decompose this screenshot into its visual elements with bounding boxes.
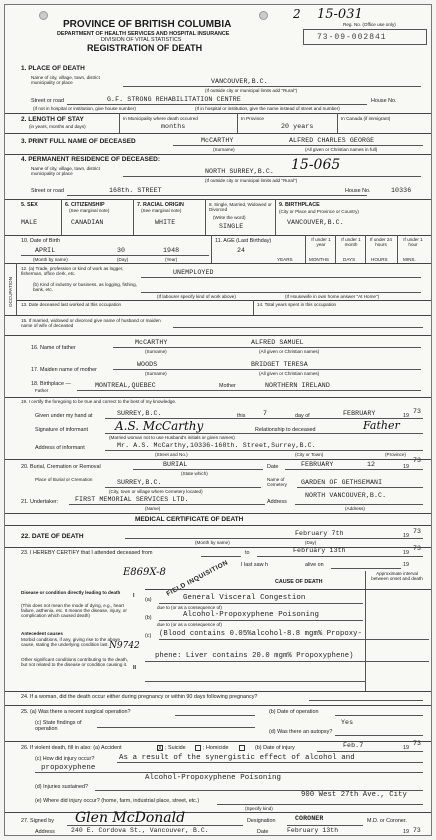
s11-mins: MINS. — [403, 257, 416, 262]
s1-note: (If outside city or municipal limits add "Rural") — [205, 88, 298, 93]
cod-a-value: General Visceral Congestion — [183, 594, 306, 602]
s2-muni-value: months — [161, 123, 186, 130]
s21-addr-note: (Address) — [345, 506, 365, 511]
s27-addr-label: Address — [35, 829, 55, 835]
s20-year: 73 — [413, 457, 422, 464]
s13-label: 13. Date deceased last worked at this occupation — [21, 302, 122, 307]
s11-years: YEARS — [277, 257, 293, 262]
s25-d-value: Yes — [341, 719, 354, 726]
s2-prov-value: 20 years — [281, 123, 314, 130]
s26-e-note: (Specify kind) — [245, 806, 273, 811]
s17-label: 17. Maiden name of mother — [31, 367, 97, 373]
s19-signature: A.S. McCarthy — [115, 419, 204, 433]
s26-homicide-checkbox[interactable] — [239, 745, 245, 751]
s27-year-prefix: 19 — [403, 829, 409, 835]
s19-addr-value: Mr. A.S. McCarthy,10336-168th. Street,Surrey,B.C. — [117, 442, 316, 449]
s19-informant-note: (Married woman not to use Husband's initials or given names) — [109, 435, 235, 440]
sex-label: 5. SEX — [21, 202, 38, 208]
registration-stamp-number: 73-09-002841 — [317, 33, 387, 42]
s10-day-note: (Day) — [117, 257, 129, 262]
s4-house-label: House No. — [345, 188, 371, 194]
cod-b-value: Alcohol-Propoxyphene Poisoning — [183, 611, 320, 619]
s23-alive-year-prefix: 19 — [403, 562, 409, 568]
s26-homicide: ; Homicide — [203, 745, 229, 751]
cod-b-prefix: (b) — [145, 615, 152, 621]
cod-antecedent-label: Antecedent causes — [21, 631, 63, 636]
s11-if2: If under 1 month — [341, 237, 361, 248]
punch-hole-right — [259, 11, 268, 20]
department-title: DEPARTMENT OF HEALTH SERVICES AND HOSPITAL INSURANCE — [57, 31, 230, 37]
cod-a-prefix: (a) — [145, 597, 152, 603]
s19-sig-label: Signature of informant — [35, 427, 89, 433]
s11-label: 11. AGE (Last Birthday) — [215, 238, 272, 244]
s10-year-note: (Year) — [165, 257, 178, 262]
s11-age: 24 — [237, 247, 246, 254]
s27-addr-value: 240 E. Cordova St., Vancouver, B.C. — [71, 827, 209, 834]
s19-year: 73 — [413, 408, 422, 415]
mar-note: (Write the word) — [213, 215, 246, 220]
s22-year: 73 — [413, 528, 422, 535]
s27-date-label: Date — [257, 829, 269, 835]
s23-label: 23. I HEREBY CERTIFY that I attended deceased from — [21, 550, 153, 556]
s4-sub: Name of city, village, town, district municipality or place — [31, 166, 100, 177]
s16-surname: McCARTHY — [135, 339, 168, 346]
s20-cem-value: GARDEN OF GETHSEMANI — [301, 479, 383, 486]
reg-no-handwritten: 15-031 — [317, 7, 363, 22]
s1-street-value: G.F. STRONG REHABILITATION CENTRE — [107, 96, 241, 103]
s12-a-label: 12. (a) Trade, profession or kind of work as logger, fisherman, office clerk, etc. — [21, 266, 124, 277]
s21-value: FIRST MEMORIAL SERVICES LTD. — [75, 496, 189, 503]
s11-if3: If under 24 hours — [370, 237, 392, 248]
s19-rel-label: Relationship to deceased — [255, 427, 316, 433]
sex-value: MALE — [21, 219, 38, 226]
s2-sub: (in years, months and days) — [29, 124, 86, 129]
s11-if4: If under 1 hour — [403, 237, 423, 248]
s1-street-note: (If not in hospital or institution, give house number) — [33, 106, 136, 111]
s19-addr-prov-note: (Province) — [385, 452, 406, 457]
s12-house-note: (If Housewife in own home answer "At Home") — [285, 294, 380, 299]
s23-last-saw: I last saw h — [241, 562, 268, 568]
s20-label: 20. Burial, Cremation or Removal — [21, 464, 101, 470]
s25-c-label: (c) State findings of operation — [35, 720, 82, 733]
s19-this: this — [237, 413, 246, 419]
s26-c-value: As a result of the synergistic effect of alcohol and — [119, 754, 355, 762]
s11-if1: If under 1 year — [311, 237, 331, 248]
s19-given-at-label: Given under my hand at — [35, 413, 93, 419]
s19-label: 19. I certify the foregoing to be true and correct to the best of my knowledge. — [21, 399, 177, 404]
s27-desig-label: Designation — [247, 818, 276, 824]
s20-date-value: FEBRUARY — [301, 461, 334, 468]
s20-date-label: Date — [267, 464, 279, 470]
cod-inquisition-stamp: FIELD INQUISITION — [165, 559, 230, 598]
s17-given: BRIDGET TERESA — [251, 361, 308, 368]
s4-street-label: Street or road — [31, 188, 64, 194]
cod-due-to-1: due to (or as a consequence of) — [157, 605, 222, 610]
s20-cem-label: Name of Cemetery — [267, 477, 287, 488]
race-value: WHITE — [155, 219, 176, 226]
s16-given-note: (All given or Christian names) — [259, 349, 320, 354]
s23-to-label: to — [245, 550, 250, 556]
s3-given: ALFRED CHARLES GEORGE — [289, 137, 375, 144]
s26-year-prefix: 19 — [403, 745, 409, 751]
cod-roman-1: I — [133, 593, 135, 599]
s21-name-note: (Name) — [145, 506, 161, 511]
s26-accident-checkbox[interactable]: X — [158, 746, 163, 752]
med-title: MEDICAL CERTIFICATE OF DEATH — [135, 516, 244, 523]
s27-year: 73 — [413, 827, 421, 834]
s11-hours: HOURS — [371, 257, 388, 262]
s25-d-label: (d) Was there an autopsy? — [269, 729, 333, 735]
s18-label: 18. Birthplace — — [31, 381, 71, 387]
s26-year: 73 — [413, 740, 422, 747]
s18-mother-label: Mother — [219, 383, 236, 389]
s14-label: 14. Total years spent in this occupation — [257, 302, 337, 307]
s20-date-day: 12 — [367, 461, 376, 468]
s18-father: MONTREAL,QUEBEC — [95, 382, 156, 389]
s2-prov-label: In Province — [241, 116, 264, 121]
s4-note: (If outside city or municipal limits add "Rural") — [205, 178, 298, 183]
s27-label: 27. Signed by — [21, 818, 54, 824]
cod-roman-2: II — [133, 665, 136, 671]
race-note: (See marginal note) — [141, 208, 182, 213]
handwritten-number: 2 — [293, 7, 301, 21]
cod-hand-code-2: N9742 — [109, 641, 140, 651]
s22-label: 22. DATE OF DEATH — [21, 533, 84, 540]
s16-given: ALFRED SAMUEL — [251, 339, 304, 346]
s1-label: 1. PLACE OF DEATH — [21, 65, 85, 72]
s19-addr-city-note: (City or Town) — [295, 452, 324, 457]
cod-c-value: (Blood contains 0.05%alcohol-8.8 mgm% Propoxy- — [159, 630, 363, 638]
s4-city-value: NORTH SURREY,B.C. — [205, 168, 274, 175]
cod-antecedent-note: Morbid conditions, if any, giving rise to the above cause, stating the underlying condition last. — [21, 637, 120, 648]
s22-month-note: (Month by name) — [195, 540, 230, 545]
cod-disease-note: (This does not mean the mode of dying, e.g., heart failure, asthenia, etc. It means the disease, injury, or complication which caused death) — [21, 603, 127, 619]
s19-month: FEBRUARY — [343, 410, 376, 417]
mar-value: SINGLE — [219, 223, 244, 230]
s19-addr-street-note: (Street and No.) — [155, 452, 188, 457]
s26-suicide-checkbox[interactable] — [195, 745, 201, 751]
s26-label: 26. If violent death, fill in also: (a) Accident — [21, 745, 122, 751]
s4-house-value: 10336 — [391, 187, 412, 194]
s10-year: 1948 — [163, 247, 180, 254]
cit-note: (See marginal note) — [69, 208, 110, 213]
s27-md-label: M.D. or Coroner. — [367, 818, 407, 824]
province-title: PROVINCE OF BRITISH COLUMBIA — [63, 19, 232, 30]
s23-alive-on: alive on — [305, 562, 324, 568]
s3-label: 3. PRINT FULL NAME OF DECEASED — [21, 138, 136, 145]
division-title: DIVISION OF VITAL STATISTICS — [101, 37, 182, 43]
s26-date-inj-value: Feb.7 — [343, 742, 364, 749]
s1-street-label: Street or road — [31, 98, 64, 104]
s1-sub: Name of city, village, town, district municipality or place — [31, 75, 100, 86]
cod-title: CAUSE OF DEATH — [275, 579, 323, 585]
s2-canada-label: In Canada (if immigrant) — [341, 116, 391, 121]
birth-label: 9. BIRTHPLACE — [279, 202, 320, 208]
cod-other-label: Other significant conditions contributing to the death, but not related to the disease or condition causing it. — [21, 657, 128, 668]
s26-date-inj-label: (b) Date of injury — [255, 745, 295, 751]
birth-note: (City or Place and Province or Country) — [279, 209, 359, 214]
s19-rel-value: Father — [363, 419, 400, 432]
s20-place-value: SURREY,B.C. — [117, 479, 162, 486]
s19-year-prefix: 19 — [403, 413, 409, 419]
s11-days: DAYS — [343, 257, 356, 262]
s22-value: February 7th — [295, 530, 344, 537]
form-title: REGISTRATION OF DEATH — [87, 43, 203, 53]
s26-d-value: Alcohol-Propoxyphene Poisoning — [145, 774, 282, 782]
reg-no-label: Reg. No. (Office use only) — [343, 22, 396, 27]
s10-day: 30 — [117, 247, 126, 254]
s1-city-value: VANCOUVER,B.C. — [211, 78, 268, 85]
s21-addr-value: NORTH VANCOUVER,B.C. — [305, 492, 387, 499]
s26-c-value2: propoxyphene — [41, 764, 96, 772]
s23-year: 73 — [413, 545, 422, 552]
s1-hosp-note: (If in hospital or institution, give the name instead of street and number) — [195, 106, 340, 111]
s4-handwritten: 15-065 — [291, 157, 341, 173]
mar-label: 8. Single, Married, Widowed or Divorced — [209, 202, 272, 213]
s25-b-label: (b) Date of operation — [269, 709, 319, 715]
s22-day-note: (Day) — [305, 540, 317, 545]
s26-e-value: 900 West 27th Ave., City — [301, 791, 407, 799]
s27-desig-value: CORONER — [295, 815, 324, 822]
s2-label: 2. LENGTH OF STAY — [21, 116, 84, 123]
cod-other-value: phene: Liver contains 20.0 mgm% Propoxyphene) — [155, 652, 354, 660]
cod-hand-code: E869X-8 — [123, 567, 166, 578]
s20-value: BURIAL — [163, 461, 188, 468]
s10-month-note: (Month by name) — [33, 257, 68, 262]
s25-a-label: 25. (a) Was there a recent surgical operation? — [21, 709, 131, 715]
s19-addr-label: Address of informant — [35, 445, 85, 451]
occupation-side-label: OCCUPATION — [8, 277, 13, 307]
s23-to-value: February 13th — [293, 547, 346, 554]
s18-mother: NORTHERN IRELAND — [265, 382, 330, 389]
s12-a-value: UNEMPLOYED — [173, 269, 214, 276]
s10-label: 10. Date of Birth — [21, 238, 60, 244]
s1-house-label: House No. — [371, 98, 397, 104]
cit-label: 6. CITIZENSHIP — [65, 202, 105, 208]
s3-given-note: (All given or Christian names in full) — [305, 147, 378, 152]
s19-day-of: day of — [295, 413, 310, 419]
s26-e-label: (e) Where did injury occur? (home, farm, industrial place, street, etc.) — [35, 798, 200, 804]
s4-street-value: 168th. STREET — [109, 187, 162, 194]
s20-year-prefix: 19 — [403, 464, 409, 470]
s17-surname: WOODS — [137, 361, 158, 368]
s26-c-label: (c) How did injury occur? — [35, 756, 95, 762]
s4-label: 4. PERMANENT RESIDENCE OF DECEASED: — [21, 156, 161, 163]
s20-place-label: Place of Burial or Cremation — [35, 477, 93, 482]
race-label: 7. RACIAL ORIGIN — [137, 202, 184, 208]
cod-c-prefix: (c) — [145, 633, 152, 639]
birth-value: VANCOUVER,B.C. — [287, 219, 344, 226]
s18-father-label: Father — [35, 388, 49, 393]
s24-label: 24. If a woman, did the death occur either during pregnancy or within 90 days following pregnancy? — [21, 694, 258, 700]
cod-disease-label: Disease or condition directly leading to death — [21, 590, 121, 595]
s10-month: APRIL — [35, 247, 56, 254]
s19-given-at: SURREY,B.C. — [117, 410, 162, 417]
s3-surname: McCARTHY — [201, 137, 234, 144]
s20-state-note: (State which) — [181, 471, 208, 476]
s26-suicide: ; Suicide — [165, 745, 186, 751]
s16-label: 16. Name of father — [31, 345, 76, 351]
s16-surname-note: (Surname) — [145, 349, 167, 354]
s21-label: 21. Undertaker: — [21, 499, 59, 505]
s22-year-prefix: 19 — [403, 533, 409, 539]
cod-interval-title: Approximate interval between onset and death — [371, 571, 423, 582]
s17-given-note: (All given or Christian names) — [259, 371, 320, 376]
punch-hole-left — [39, 11, 48, 20]
s21-addr-label: Address — [267, 499, 287, 505]
death-registration-form — [4, 4, 432, 836]
s19-day: 7 — [263, 410, 268, 417]
cit-value: CANADIAN — [71, 219, 104, 226]
s20-place-note: (City, town or village where Cemetery located) — [109, 489, 203, 494]
s2-muni-label: In Municipality where death occurred — [123, 116, 198, 121]
s26-d-label: (d) Injuries sustained? — [35, 784, 89, 790]
s27-date-value: February 13th — [287, 827, 339, 834]
s17-surname-note: (Surname) — [145, 371, 167, 376]
s3-surname-note: (Surname) — [213, 147, 235, 152]
s15-label: 15. If married, widowed or divorced give name of husband or maiden name of wife of deceased — [21, 318, 161, 329]
s23-year-prefix: 19 — [403, 550, 409, 556]
s12-b-note: (If labourer specify kind of work above) — [157, 294, 236, 299]
cod-due-to-2: due to (or as a consequence of) — [157, 622, 222, 627]
s12-b-label: (b) Kind of industry or business, as logging, fishing, bank, etc. — [33, 282, 137, 293]
s27-signature: Glen McDonald — [75, 810, 186, 826]
s11-months: MONTHS — [309, 257, 329, 262]
